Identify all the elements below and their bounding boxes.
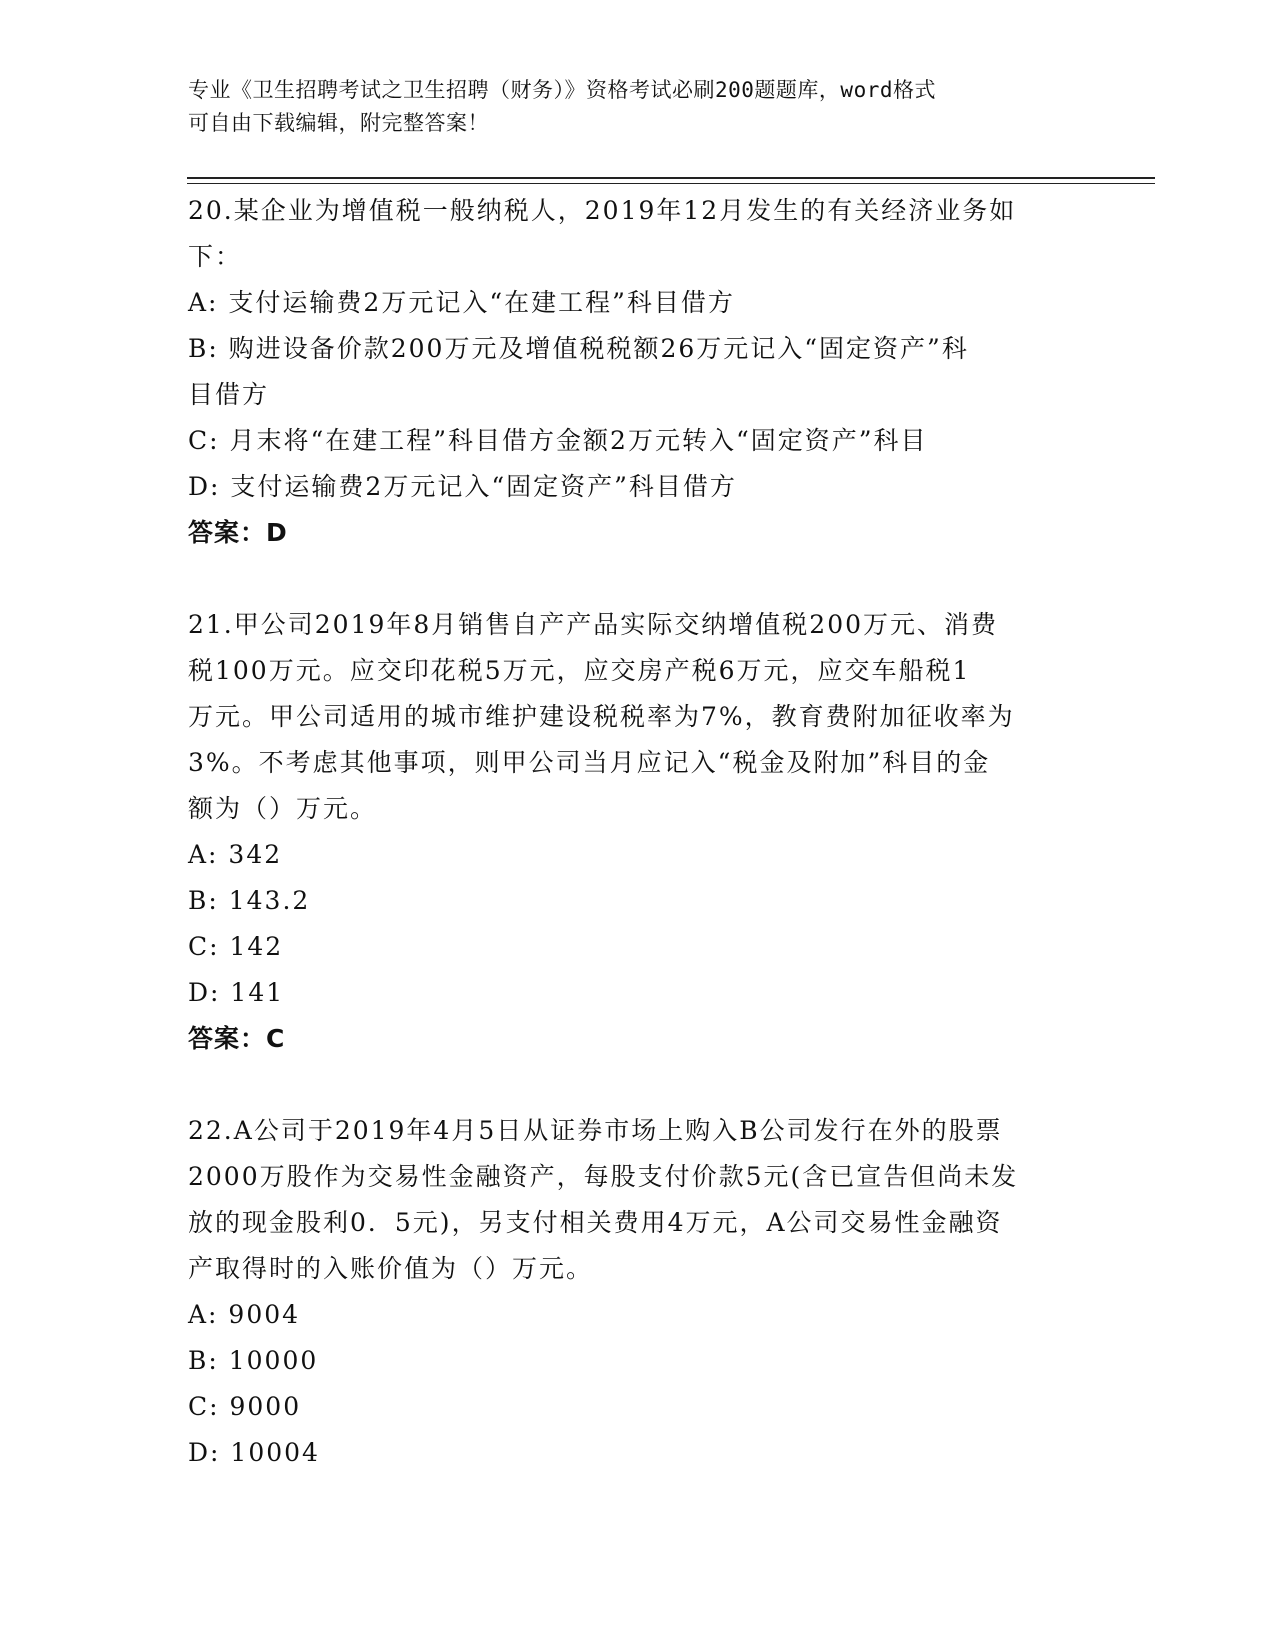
question-text-line: 放的现金股利0．5元)，另支付相关费用4万元，A公司交易性金融资 [188,1208,1003,1237]
question-text-line: 2000万股作为交易性金融资产，每股支付价款5元(含已宣告但尚未发 [188,1162,1019,1191]
option-b: B: 购进设备价款200万元及增值税税额26万元记入“固定资产”科 [188,334,969,363]
option-b: B: 10000 [188,1346,319,1375]
option-d: D: 10004 [188,1438,320,1467]
question-text-line: 下： [188,242,243,271]
option-a: A: 9004 [188,1300,301,1329]
option-d: D: 141 [188,978,285,1007]
question-list [188,188,1088,1476]
answer-label: 答案：D [188,518,288,547]
header-line-1: 专业《卫生招聘考试之卫生招聘（财务）》资格考试必刷200题题库，word格式 [188,78,936,102]
header-line-2: 可自由下载编辑，附完整答案！ [188,111,489,135]
option-c: C: 月末将“在建工程”科目借方金额2万元转入“固定资产”科目 [188,426,928,455]
option-a: A: 支付运输费2万元记入“在建工程”科目借方 [188,288,735,317]
question-text-line: 3%。不考虑其他事项，则甲公司当月应记入“税金及附加”科目的金 [188,748,991,777]
question-spacer [188,556,1088,602]
question-20 [188,188,1088,556]
option-b: B: 143.2 [188,886,311,915]
question-text-line: 产取得时的入账价值为（）万元。 [188,1254,594,1283]
answer-label: 答案：C [188,1024,286,1053]
option-d: D: 支付运输费2万元记入“固定资产”科目借方 [188,472,737,501]
option-c: C: 142 [188,932,284,961]
question-text-line: 万元。甲公司适用的城市维护建设税税率为7%，教育费附加征收率为 [188,702,1015,731]
header-divider-thick [187,177,1155,179]
option-b-continued: 目借方 [188,380,270,409]
question-21 [188,602,1088,1062]
document-header [188,74,1068,140]
option-a: A: 342 [188,840,283,869]
header-divider-thin [187,183,1155,184]
option-c: C: 9000 [188,1392,302,1421]
question-text-line: 额为（）万元。 [188,794,378,823]
question-22 [188,1108,1088,1476]
question-text-line: 21.甲公司2019年8月销售自产产品实际交纳增值税200万元、消费 [188,610,999,639]
question-text-line: 20.某企业为增值税一般纳税人，2019年12月发生的有关经济业务如 [188,196,1017,225]
question-text-line: 税100万元。应交印花税5万元，应交房产税6万元，应交车船税1 [188,656,971,685]
question-text-line: 22.A公司于2019年4月5日从证券市场上购入B公司发行在外的股票 [188,1116,1003,1145]
question-spacer [188,1062,1088,1108]
